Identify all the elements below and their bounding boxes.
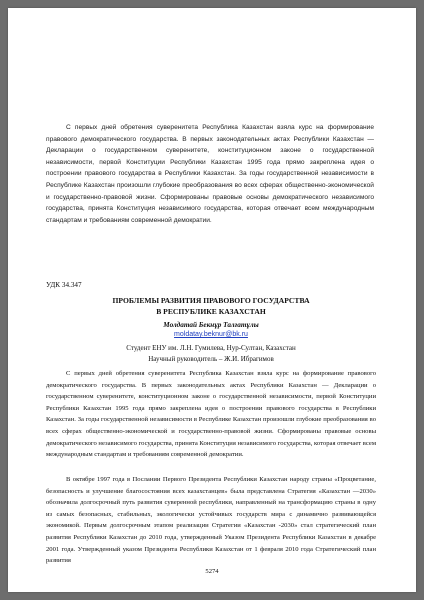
title-line-1: ПРОБЛЕМЫ РАЗВИТИЯ ПРАВОВОГО ГОСУДАРСТВА	[112, 296, 310, 305]
body-paragraph-2: В октябре 1997 года в Послании Первого Президента Республики Казахстан народу страны «Процветание, безопасность и улучшение благосостояния всех казахстанцев» была представлена Стратегия «Казахстан —2030» обозначила долгосрочный путь развития суверенной республики, направленный на трансформацию страны в одну из самых безопасных, стабильных, экологически устойчивых государств мира с динамично развивающейся экономикой. Первым долгосрочным этапом реализации Стратегии «Казахстан -2030» стал стратегический план развития Республики Казахстан до 2010 года, утвержденный Указом Президента Республики Казахстан в декабре 2001 года. Утвержденный указом Президента Республики Казахстан от 1 февраля 2010 года Стратегический план развития	[46, 476, 376, 565]
udk-code: УДК 34.347	[46, 281, 82, 289]
title-line-2: В РЕСПУБЛИКЕ КАЗАХСТАН	[156, 307, 266, 316]
author-email-link[interactable]: moldatay.beknur@bk.ru	[174, 331, 248, 338]
author-affiliation	[66, 343, 356, 365]
supervisor-line: Научный руководитель – Ж.И. Ибрагимов	[148, 355, 274, 363]
author-email-line	[66, 331, 356, 338]
affiliation-line: Студент ЕНУ им. Л.Н. Гумилева, Нур-Султан, Казахстан	[126, 344, 296, 352]
article-title	[66, 295, 356, 317]
body-paragraph-1: С первых дней обретения суверенитета Республика Казахстан взяла курс на формирование правового демократического государства. В первых законодательных актах Республики Казахстан — Декларации о государственном суверенитете, конституционном законе о государственной независимости, первой Конституции Республики Казахстан 1995 года прямо закреплена идея о построении правового государства в Республики Казахстан. За годы государственной независимости в Республике Казахстан произошли глубокие преобразования во всех сферах общественно-экономической и государственно-правовой жизни. Сформированы правовые основы демократического независимого государства, принята Конституция независимого государства, которая отвечает всем международным стандартам и требованиям современной демократии.	[46, 370, 376, 459]
author-name: Молдатай Бекнұр Талғатұлы	[163, 321, 259, 329]
document-page	[8, 8, 416, 592]
page-number: 5274	[205, 568, 219, 575]
intro-paragraph: С первых дней обретения суверенитета Республика Казахстан взяла курс на формирование правового демократического государства. В первых законодательных актах Республики Казахстан — Декларации о государственном суверенитете, конституционном законе о государственной независимости, первой Конституции Республики Казахстан 1995 года прямо закреплена идея о построении правового государства в Республики Казахстан. За годы государственной независимости в Республике Казахстан произошли глубокие преобразования во всех сферах общественно-экономической и государственно-правовой жизни. Сформированы правовые основы демократического независимого государства, принята Конституция независимого государства, которая отвечает всем международным стандартам и требованиям современной демократии.	[46, 124, 374, 224]
